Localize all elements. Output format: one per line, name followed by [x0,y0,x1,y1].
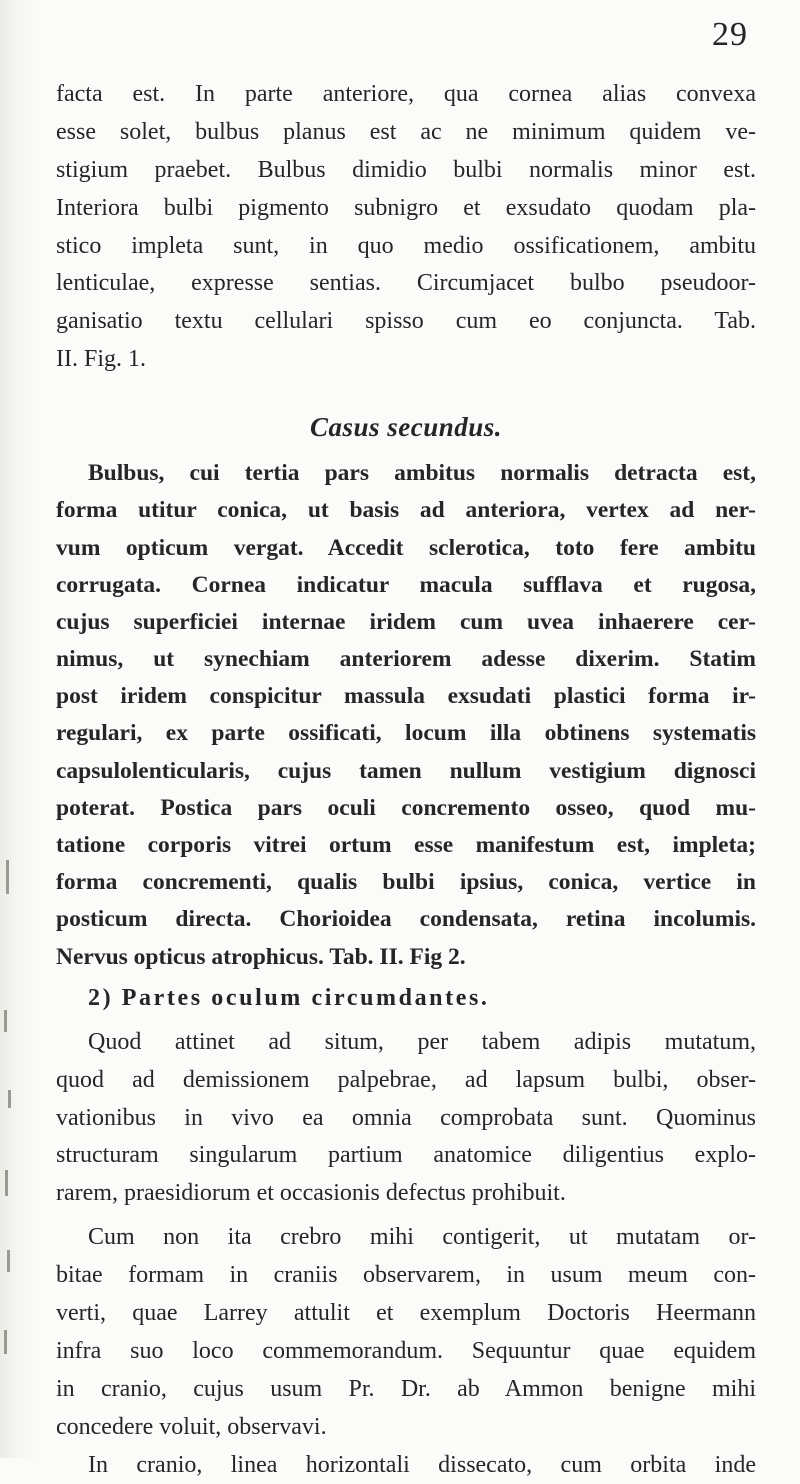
text-line: Interiora bulbi pigmento subnigro et exsudato quodam pla- [56,194,756,221]
text-line: tatione corporis vitrei ortum esse manifestum est, impleta; [56,832,756,858]
text-line: esse solet, bulbus planus est ac ne minimum quidem ve- [56,118,756,145]
text-line: ganisatio textu cellulari spisso cum eo conjuncta. Tab. [56,308,756,335]
subsection-heading: 2) Partes oculum circumdantes. [88,984,490,1011]
text-line: forma concrementi, qualis bulbi ipsius, conica, vertice in [56,869,756,896]
text-line: forma utitur conica, ut basis ad anteriora, vertex ad ner- [56,497,756,524]
paragraph-1 [56,76,756,379]
text-line: rarem, praesidiorum et occasionis defectus prohibuit. [56,1180,566,1207]
text-line: post iridem conspicitur massula exsudati plastici forma ir- [56,683,756,710]
text-line: lenticulae, expresse sentias. Circumjacet bulbo pseudoor- [56,270,756,297]
paragraph-3 [56,1024,756,1213]
page-number: 29 [712,16,748,53]
text-line: facta est. In parte anteriore, qua cornea alias convexa [56,81,756,107]
text-line: bitae formam in craniis observarem, in usum meum con- [56,1262,756,1289]
text-line: corrugata. Cornea indicatur macula sufflava et rugosa, [56,571,756,598]
text-line: poterat. Postica pars oculi concremento osseo, quod mu- [56,794,756,821]
text-line: stico impleta sunt, in quo medio ossificationem, ambitu [56,232,756,259]
paragraph-5 [56,1447,756,1484]
text-line: regulari, ex parte ossificati, locum illa obtinens systematis [56,720,756,747]
paragraph-4 [56,1219,756,1446]
text-line: quod ad demissionem palpebrae, ad lapsum bulbi, obser- [56,1066,756,1093]
text-line: Bulbus, cui tertia pars ambitus normalis detracta est, [88,460,756,487]
text-line: verti, quae Larrey attulit et exemplum Doctoris Heermann [56,1299,756,1326]
text-line: In cranio, linea horizontali dissecato, cum orbita inde [88,1451,756,1478]
text-line: vationibus in vivo ea omnia comprobata sunt. Quominus [56,1104,756,1131]
text-line: infra suo loco commemorandum. Sequuntur quae equidem [56,1337,756,1364]
text-line: in cranio, cujus usum Pr. Dr. ab Ammon benigne mihi [56,1375,756,1402]
text-line: structuram singularum partium anatomice diligentius explo- [56,1142,756,1169]
text-line: vum opticum vergat. Accedit sclerotica, toto fere ambitu [56,534,756,561]
text-line: Quod attinet ad situm, per tabem adipis mutatum, [88,1028,756,1055]
paragraph-2 [56,455,756,976]
text-body [56,76,756,1484]
text-line: Cum non ita crebro mihi contigerit, ut mutatam or- [88,1224,756,1251]
text-line: stigium praebet. Bulbus dimidio bulbi normalis minor est. [56,156,756,183]
text-line: nimus, ut synechiam anteriorem adesse dixerim. Statim [56,646,756,673]
section-heading: Casus secundus. [309,412,503,443]
text-line: posticum directa. Chorioidea condensata, retina incolumis. [56,906,756,933]
text-line: cujus superficiei internae iridem cum uvea inhaerere cer- [56,608,756,635]
text-line: II. Fig. 1. [56,346,146,373]
text-line: concedere voluit, observavi. [56,1413,327,1440]
text-line: capsulolenticularis, cujus tamen nullum vestigium dignosci [56,757,756,784]
text-line: Nervus opticus atrophicus. Tab. II. Fig 2. [56,943,466,970]
